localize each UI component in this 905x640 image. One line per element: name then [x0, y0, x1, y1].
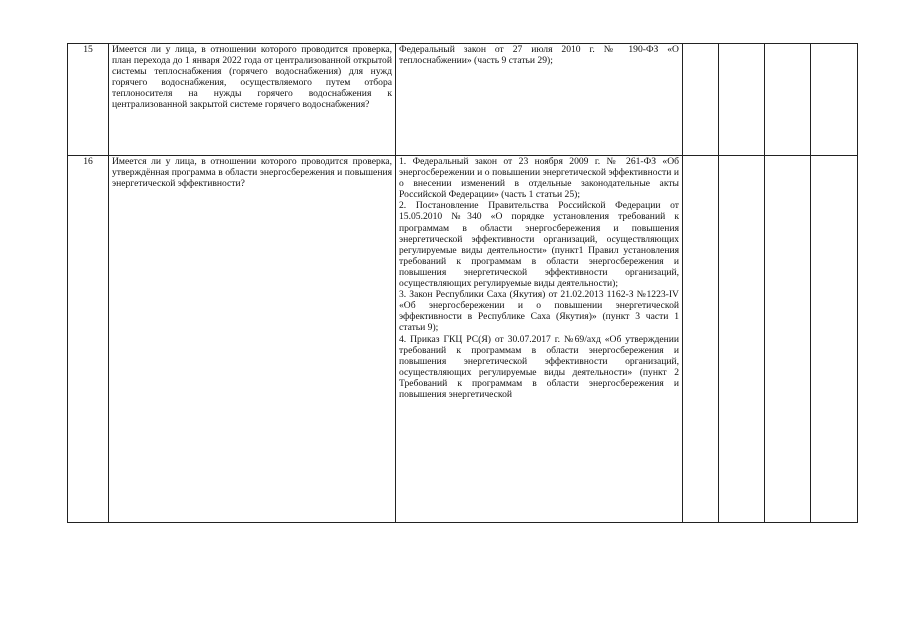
- legal-basis-item: 2. Постановление Правительства Российской Федерации от 15.05.2010 №340 «О порядке установления требований к программам в области энергосбережения и повышения энергетической эффективности организаций, осуществляющих регулируемые виды деятельности» (пункт1 Правил установления требований к программам в области энергосбережения и повышения энергетической эффективности организаций, осуществляющих регулируемые виды деятельности);: [399, 200, 679, 290]
- legal-basis-item: 1. Федеральный закон от 23 ноября 2009 г. № 261-ФЗ «Об энергосбережении и о повышении энергетической эффективности и о внесении изменений в отдельные законодательные акты Российской Федерации» (часть 1 статьи 25);: [399, 156, 679, 201]
- checklist-table: [67, 43, 858, 523]
- legal-basis-item: Федеральный закон от 27 июля 2010 г. № 190-ФЗ «О теплоснабжении» (часть 9 статьи 29);: [399, 44, 679, 67]
- table-row: [68, 156, 858, 523]
- note-cell: [811, 44, 858, 156]
- answer-yes-cell: [683, 44, 719, 156]
- not-applicable-cell: [765, 44, 811, 156]
- question-cell: Имеется ли у лица, в отношении которого проводится проверка, утверждённая программа в области энергосбережения и повышения энергетической эффективности?: [109, 156, 396, 523]
- note-cell: [811, 156, 858, 523]
- legal-basis-item: 3. Закон Республики Саха (Якутия) от 21.02.2013 1162-З №1223-IV «Об энергосбережении и о повышении энергетической эффективности в Республике Саха (Якутия)» (пункт 3 части 1 статьи 9);: [399, 289, 679, 334]
- question-cell: Имеется ли у лица, в отношении которого проводится проверка, план перехода до 1 января 2022 года от централизованной открытой системы теплоснабжения (горячего водоснабжения) для нужд горячего водоснабжения, осуществляемого путем отбора теплоносителя на нужды горячего водоснабжения к централизованной закрытой системе горячего водоснабжения?: [109, 44, 396, 156]
- legal-basis-cell: [396, 156, 683, 523]
- legal-basis-item: 4. Приказ ГКЦ РС(Я) от 30.07.2017 г. №69/ахд «Об утверждении требований к программам в области энергосбережения и повышения энергетической эффективности организаций, осуществляющих регулируемые виды деятельности» (пункт 2 Требований к программам в области энергосбережения и повышения энергетической: [399, 333, 679, 400]
- legal-basis-list: [399, 156, 679, 520]
- answer-no-cell: [719, 156, 765, 523]
- row-number: 16: [68, 156, 109, 523]
- not-applicable-cell: [765, 156, 811, 523]
- row-number: 15: [68, 44, 109, 156]
- table-row: [68, 44, 858, 156]
- answer-no-cell: [719, 44, 765, 156]
- answer-yes-cell: [683, 156, 719, 523]
- legal-basis-cell: [396, 44, 683, 156]
